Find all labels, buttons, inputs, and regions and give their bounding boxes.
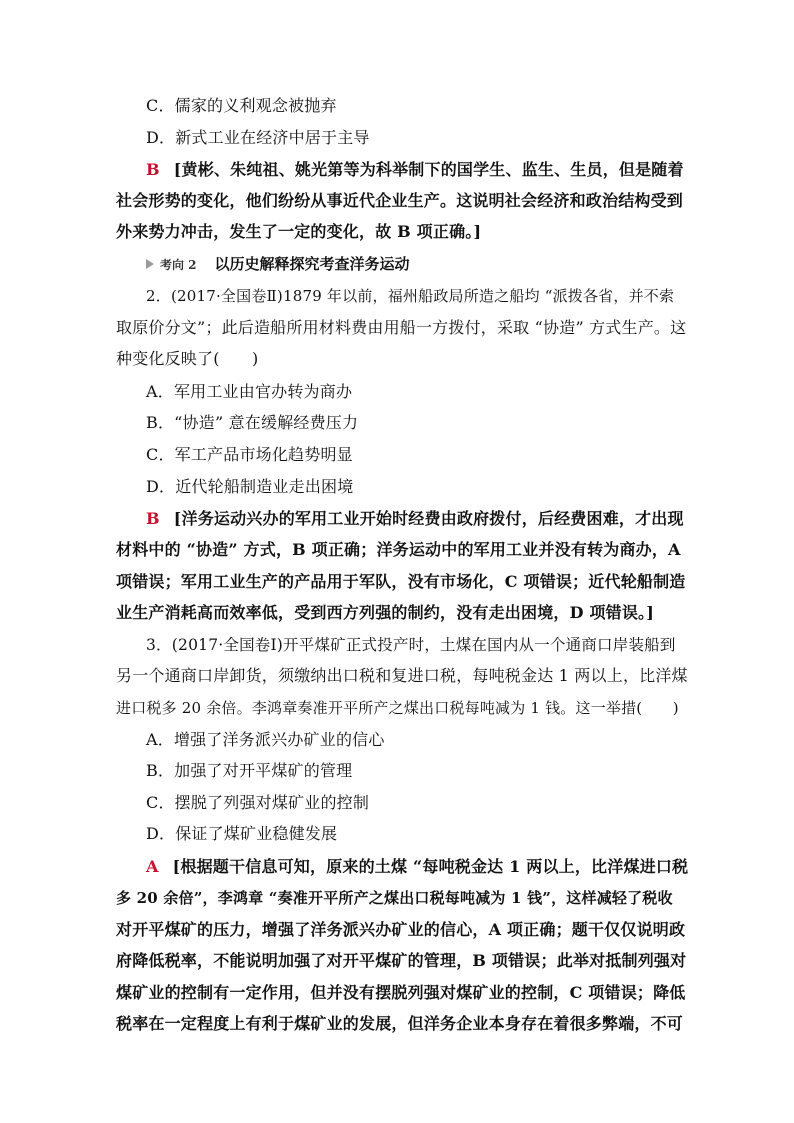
q3-option-a: A．增强了洋务派兴办矿业的信心 [146, 730, 385, 749]
q3-stem-line-1: 3．(2017·全国卷Ⅰ)开平煤矿正式投产时，土煤在国内从一个通商口岸装船到 [146, 636, 676, 654]
q2-option-b: B．“协造” 意在缓解经费压力 [146, 413, 359, 432]
q1-analysis-line-1 [146, 159, 684, 181]
q2-option-c: C．军工产品市场化趋势明显 [146, 445, 353, 464]
q2-option-d: D．近代轮船制造业走出困境 [146, 477, 354, 496]
q3-option-b: B．加强了对开平煤矿的管理 [146, 761, 353, 780]
q1-answer-letter: B [146, 160, 160, 179]
q2-option-a: A．军用工业由官办转为商办 [146, 382, 353, 401]
q2-analysis-line-3: 项错误；军用工业生产的产品用于军队，没有市场化，C 项错误；近代轮船制造 [116, 572, 686, 591]
q3-analysis-line-5: 煤矿业的控制有一定作用，但并没有摆脱列强对煤矿业的控制，C 项错误；降低 [116, 983, 686, 1002]
q2-answer-letter: B [146, 509, 160, 528]
q1-option-d: D．新式工业在经济中居于主导 [146, 128, 370, 147]
q1-analysis-text: [黄彬、朱纯祖、姚光第等为科举制下的国学生、监生、生员，但是随着 [173, 160, 684, 179]
triangle-bullet-icon [146, 259, 154, 269]
q3-stem-line-2: 另一个通商口岸卸货，须缴纳出口税和复进口税，每吨税金达 1 两以上，比洋煤 [116, 666, 688, 685]
q2-stem-line-1: 2．(2017·全国卷Ⅱ)1879 年以前，福州船政局所造之船均 “派拨各省，并不索 [146, 287, 675, 305]
q1-option-c: C．儒家的义利观念被抛弃 [146, 96, 337, 115]
q3-stem-line-3: 进口税多 20 余倍。李鸿章奏准开平所产之煤出口税每吨减为 1 钱。这一举措( ) [116, 699, 679, 717]
q2-analysis-text: [洋务运动兴办的军用工业开始时经费由政府拨付，后经费困难，才出现 [173, 509, 684, 528]
q3-analysis-line-4: 府降低税率，不能说明加强了对开平煤矿的管理，B 项错误；此举对抵制列强对 [116, 951, 687, 970]
q3-analysis-line-2: 多 20 余倍”，李鸿章 “奏准开平所产之煤出口税每吨减为 1 钱”，这样减轻了税收 [116, 889, 673, 907]
q3-analysis-line-6: 税率在一定程度上有利于煤矿业的发展，但洋务企业本身存在着很多弊端，不可 [116, 1014, 684, 1033]
q3-answer-letter: A [146, 857, 159, 876]
q3-option-d: D．保证了煤矿业稳健发展 [146, 824, 338, 843]
topic-title: 以历史解释探究考查洋务运动 [214, 255, 410, 273]
q1-analysis-line-3: 外来势力冲击，发生了一定的变化，故 B 项正确。] [116, 222, 482, 241]
q2-stem-line-2: 取原价分文”；此后造船所用材料费由用船一方拨付，采取 “协造” 方式生产。这 [116, 318, 687, 337]
q3-option-c: C．摆脱了列强对煤矿业的控制 [146, 793, 370, 812]
topic-tag: 考向 2 [160, 258, 197, 272]
q3-analysis-line-3: 对开平煤矿的压力，增强了洋务派兴办矿业的信心，A 项正确；题干仅仅说明政 [116, 920, 686, 939]
q2-stem-line-3: 种变化反映了( ) [116, 349, 259, 368]
q3-analysis-line-1 [146, 856, 688, 878]
q2-analysis-line-2: 材料中的 “协造” 方式，B 项正确；洋务运动中的军用工业并没有转为商办，A [116, 540, 681, 559]
q2-analysis-line-1 [146, 508, 684, 530]
q1-analysis-line-2: 社会形势的变化，他们纷纷从事近代企业生产。这说明社会经济和政治结构受到 [116, 191, 684, 210]
q3-analysis-text: [根据题干信息可知，原来的土煤 “每吨税金达 1 两以上，比洋煤进口税 [172, 857, 689, 876]
topic-header [146, 253, 410, 275]
q2-analysis-line-4: 业生产消耗高而效率低，受到西方列强的制约，没有走出困境，D 项错误。] [116, 603, 655, 622]
